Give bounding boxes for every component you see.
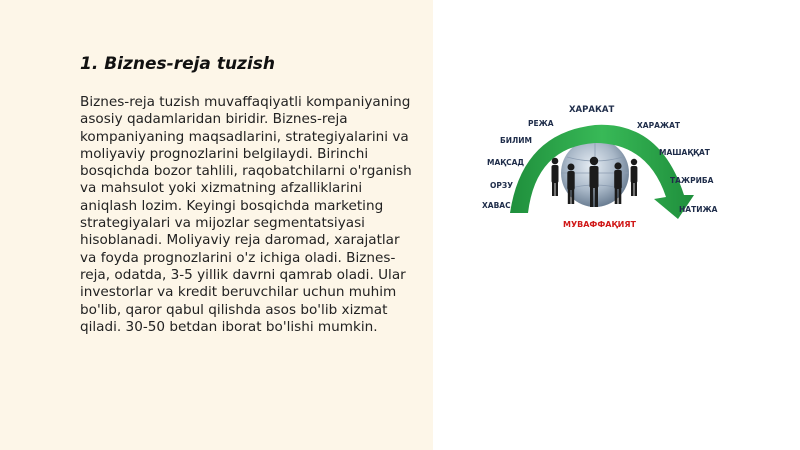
word-maqsad: МАҚСАД xyxy=(487,158,525,167)
word-muvaffaqiyat: МУВАФФАҚИЯТ xyxy=(563,220,636,229)
word-havas: ХАВАС xyxy=(482,201,511,210)
word-mashaqqat: МАШАҚҚАТ xyxy=(659,148,710,157)
slide-body-text: Biznes-reja tuzish muvaffaqiyatli kompaniyaning asosiy qadamlaridan biridir. Biznes-reja kompaniyaning maqsadlarini, strategiyalarini va moliyaviy prognozlarini belgilaydi. Birinchi bosqichda bozor tahlili, raqobatchilarni o'rganish va mahsulot yoki xizmatning afzalliklarini aniqlash lozim. Keyingi bosqichda marketing strategiyalari va mijozlar segmentatsiyasi hisoblanadi. Moliyaviy reja daromad, xarajatlar va foyda prognozlarini o'z ichiga oladi. Biznes-reja, odatda, 3-5 yillik davrni qamrab oladi. Ular investorlar va kredit beruvchilar uchun muhim bo'lib, qaror qabul qilishda asos bo'lib xizmat qiladi. 30-50 betdan iborat bo'lishi mumkin. xyxy=(80,94,412,335)
slide-title: 1. Biznes-reja tuzish xyxy=(80,54,275,74)
word-rezha: РЕЖА xyxy=(528,119,554,128)
word-natizha: НАТИЖА xyxy=(679,205,718,214)
word-harakat: ХАРАКАТ xyxy=(569,105,615,115)
word-bilim: БИЛИМ xyxy=(500,136,532,145)
word-harazhat: ХАРАЖАТ xyxy=(637,121,680,130)
success-arrow-graphic xyxy=(470,95,720,235)
word-tazhriba: ТАЖРИБА xyxy=(670,176,714,185)
word-orzu: ОРЗУ xyxy=(490,181,513,190)
